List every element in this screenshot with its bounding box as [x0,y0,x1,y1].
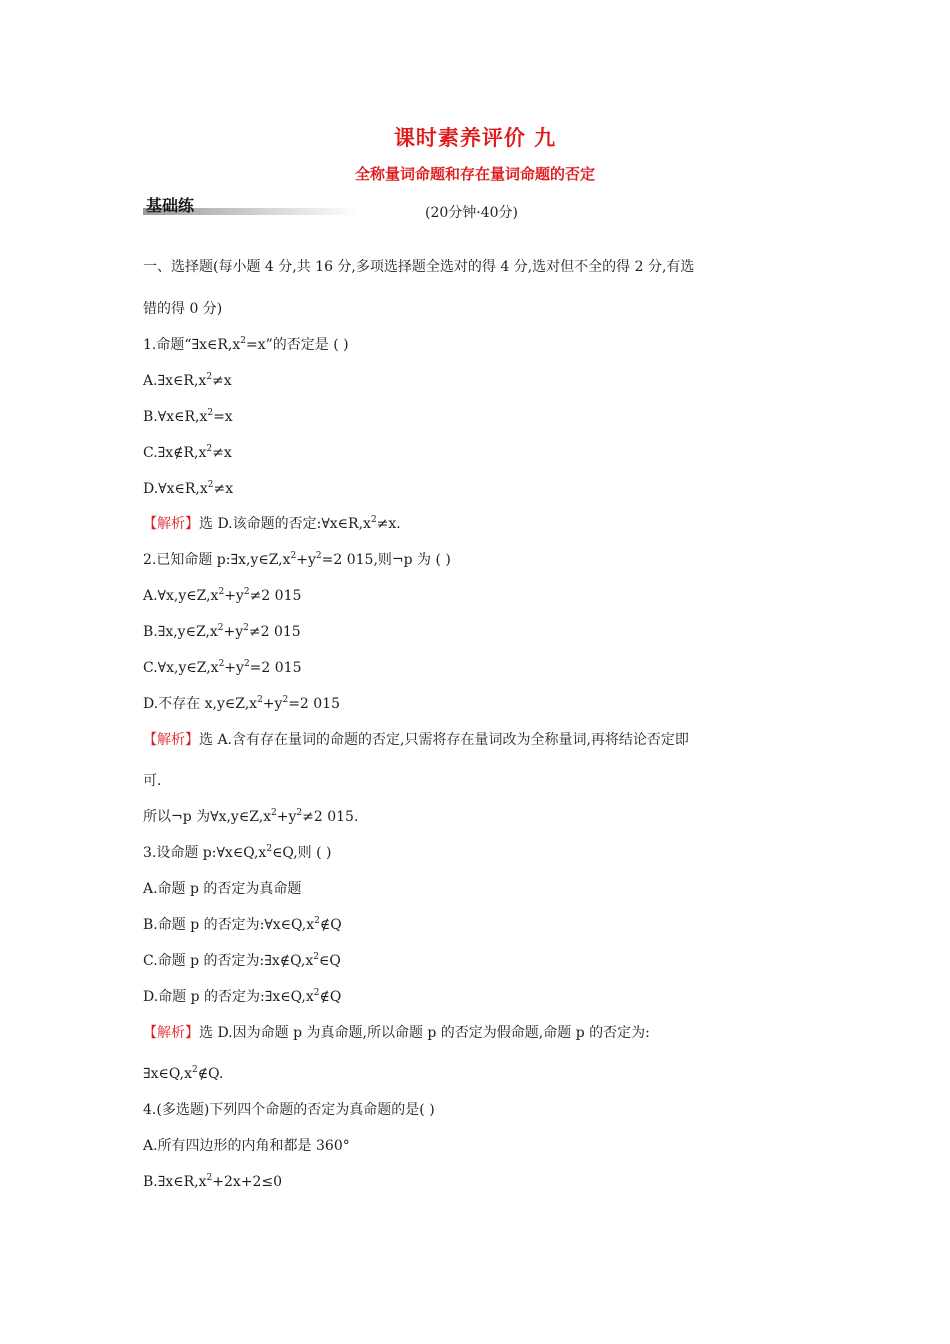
text-run: B.命题 p 的否定为:∀x∈Q,x [143,917,315,933]
superscript: 2 [315,551,322,561]
text-line [143,258,694,276]
text-run: ≠2 015 [249,588,302,604]
text-line [143,1024,650,1042]
superscript: 2 [218,659,225,669]
text-line [143,372,232,390]
superscript: 2 [240,336,246,346]
text-run: 选 D.因为命题 p 为真命题,所以命题 p 的否定为假命题,命题 p 的否定为: [199,1025,650,1041]
text-run: ≠2 015. [302,809,359,825]
text-run: ≠x [213,481,234,497]
text-run: +y [296,552,316,568]
text-line [143,515,401,533]
text-run: +y [276,809,297,825]
text-line [143,480,233,498]
text-line [143,444,232,462]
text-run: =2 015 [288,696,340,712]
text-run: A.∀x,y∈Z,x [143,588,219,604]
text-line [143,336,349,354]
superscript: 2 [191,1065,198,1075]
text-run: 选 D.该命题的否定:∀x∈R,x [199,516,371,532]
analysis-label: 【解析】 [143,516,199,532]
text-line [143,408,233,426]
text-run: C.命题 p 的否定为:∃x∉Q,x [143,953,314,969]
superscript: 2 [314,916,320,926]
text-run: 2.已知命题 p:∃x,y∈Z,x [143,552,291,568]
text-run: 选 A.含有存在量词的命题的否定,只需将存在量词改为全称量词,再将结论否定即 [199,732,689,748]
text-line [143,808,358,826]
superscript: 2 [266,844,273,854]
text-line [143,952,341,970]
analysis-label: 【解析】 [143,732,199,748]
section-label: 基础练 [146,196,195,215]
text-run: ∈Q,则 ( ) [272,845,332,861]
text-run: B.∃x,y∈Z,x [143,624,218,640]
text-run: 所以¬p 为∀x,y∈Z,x [143,809,272,825]
superscript: 2 [207,408,214,418]
superscript: 2 [282,695,289,705]
text-run: B.∃x∈R,x [143,1174,207,1190]
superscript: 2 [206,1173,213,1183]
text-run: A.所有四边形的内角和都是 360° [143,1138,350,1154]
superscript: 2 [296,808,303,818]
superscript: 2 [206,444,213,454]
text-line [143,988,341,1006]
text-run: B.∀x∈R,x [143,409,208,425]
text-run: 错的得 0 分) [143,301,223,317]
text-run: =x”的否定是 ( ) [246,337,349,353]
superscript: 2 [290,551,297,561]
section-tag [143,193,358,217]
text-line [143,731,689,749]
text-line [143,587,301,605]
text-run: C.∀x,y∈Z,x [143,660,219,676]
text-run: ≠2 015 [248,624,301,640]
text-run: +y [223,624,244,640]
superscript: 2 [271,808,277,818]
text-run: ≠x [212,445,232,461]
superscript: 2 [243,659,250,669]
superscript: 2 [370,515,377,525]
text-run: =2 015 [249,660,302,676]
text-run: =x [213,409,233,425]
text-line [143,695,340,713]
text-run: ∈Q [318,953,341,969]
text-run: +y [224,588,244,604]
page-title: 课时素养评价 九 [393,126,557,150]
text-line [143,551,451,569]
text-line [143,623,301,641]
text-run: A.∃x∈R,x [143,373,207,389]
text-run: +y [224,660,244,676]
superscript: 2 [243,587,250,597]
text-run: ∉Q [319,989,342,1005]
page-subtitle: 全称量词命题和存在量词命题的否定 [354,165,595,183]
text-line [143,1173,282,1191]
text-run: +2x+2≤0 [212,1174,283,1190]
text-line [143,916,342,934]
superscript: 2 [313,952,319,962]
text-run: 可. [143,773,162,789]
text-run: 3.设命题 p:∀x∈Q,x [143,845,267,861]
text-run: D.命题 p 的否定为:∃x∈Q,x [143,989,314,1005]
text-run: D.不存在 x,y∈Z,x [143,696,258,712]
text-run: 4.(多选题)下列四个命题的否定为真命题的是( ) [143,1102,435,1118]
superscript: 2 [243,623,249,633]
text-line [143,1137,350,1155]
text-run: A.命题 p 的否定为真命题 [143,881,302,897]
text-line [143,659,301,677]
text-run: +y [262,696,283,712]
text-line [143,1101,435,1119]
superscript: 2 [206,372,213,382]
text-line [143,880,301,898]
text-run: 1.命题“∃x∈R,x [143,337,241,353]
superscript: 2 [257,695,263,705]
text-run: ∃x∈Q,x [143,1066,192,1082]
text-line [143,772,161,790]
superscript: 2 [207,480,214,490]
text-run: ≠x [212,373,232,389]
text-run: C.∃x∉R,x [143,445,207,461]
text-run: ∉Q [319,917,342,933]
text-run: D.∀x∈R,x [143,481,208,497]
text-line [143,844,331,862]
text-line [143,300,222,318]
text-run: ≠x. [376,516,401,532]
superscript: 2 [313,988,320,998]
text-run: 一、选择题(每小题 4 分,共 16 分,多项选择题全选对的得 4 分,选对但不全的得 2 分,有选 [143,259,695,275]
time-note: (20分钟·40分) [425,205,519,221]
analysis-label: 【解析】 [143,1025,199,1041]
text-run: ∉Q. [197,1066,224,1082]
superscript: 2 [218,587,225,597]
superscript: 2 [217,623,224,633]
text-line [143,1065,223,1083]
text-run: =2 015,则¬p 为 ( ) [321,552,451,568]
